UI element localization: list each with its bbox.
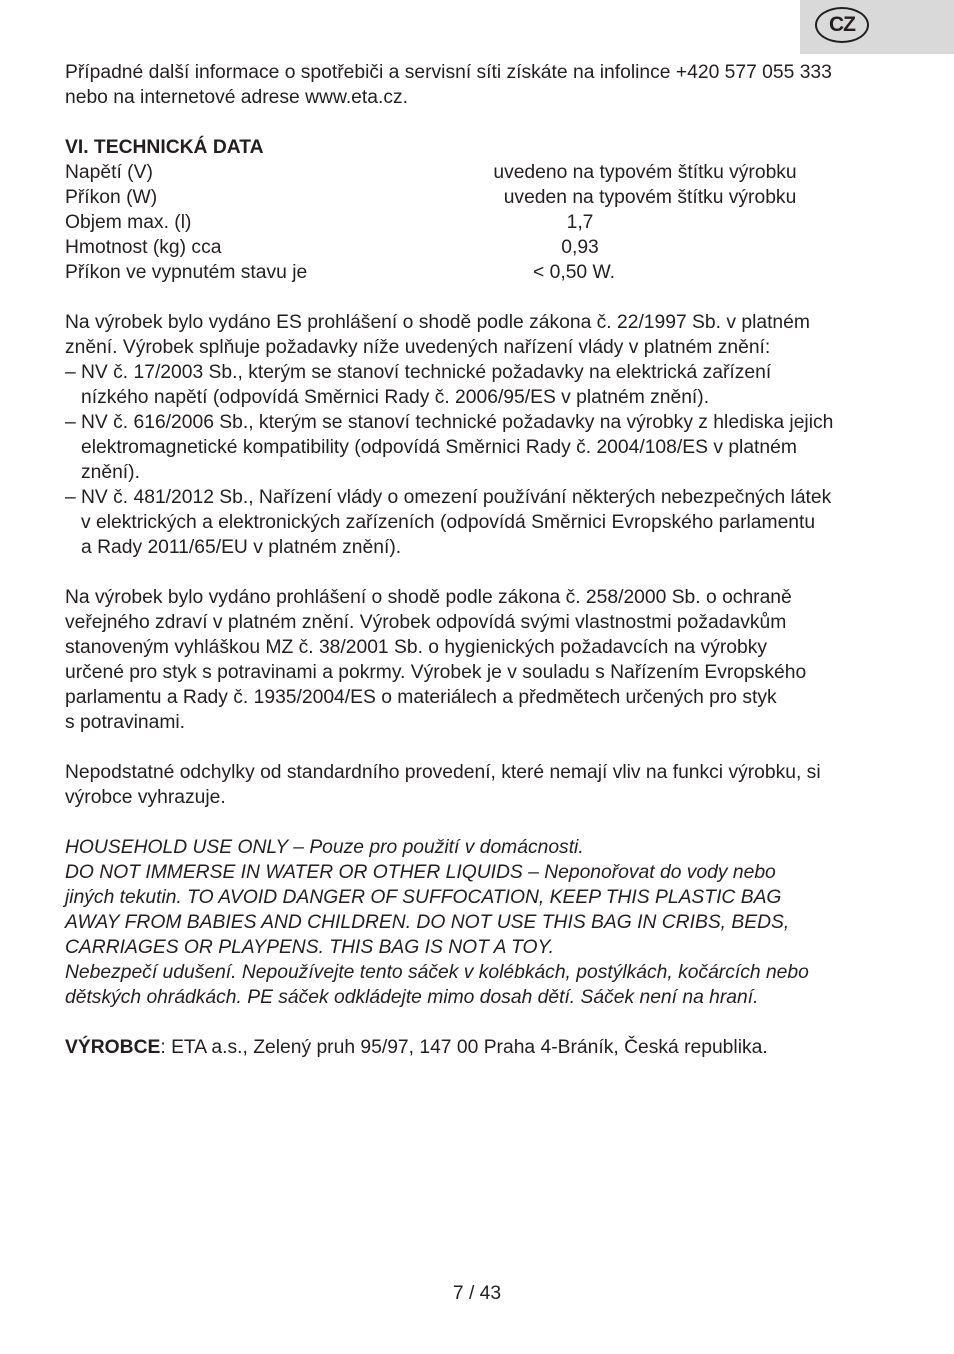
spec-value: 1,7 bbox=[566, 212, 594, 233]
list-item bbox=[65, 485, 895, 560]
manufacturer-label: VÝROBCE bbox=[65, 1037, 161, 1058]
manufacturer-line bbox=[65, 1035, 895, 1060]
text-line: a Rady 2011/65/EU v platném znění). bbox=[81, 537, 402, 558]
text-line: v elektrických a elektronických zařízeních (odpovídá Směrnici Evropského parlamentu bbox=[81, 512, 816, 533]
spec-label: Příkon ve vypnutém stavu je bbox=[65, 262, 308, 283]
text-line: parlamentu a Rady č. 1935/2004/ES o materiálech a předmětech určených pro styk bbox=[65, 687, 777, 708]
regulation-list bbox=[65, 360, 895, 560]
list-item bbox=[65, 360, 895, 410]
text-line: Nepodstatné odchylky od standardního provedení, které nemají vliv na funkci výrobku, si bbox=[65, 762, 821, 783]
spec-row bbox=[65, 260, 895, 285]
page-total: 43 bbox=[479, 1283, 502, 1304]
language-tab bbox=[800, 0, 954, 54]
page-number bbox=[0, 1281, 954, 1306]
spec-value: 0,93 bbox=[561, 237, 599, 258]
text-line: jiných tekutin. TO AVOID DANGER OF SUFFOCATION, KEEP THIS PLASTIC BAG bbox=[65, 887, 782, 908]
text-line: výrobce vyhrazuje. bbox=[65, 787, 226, 808]
health-declaration-paragraph bbox=[65, 585, 895, 735]
section-heading: VI. TECHNICKÁ DATA bbox=[65, 137, 264, 158]
intro-paragraph bbox=[65, 60, 895, 110]
spec-label: Hmotnost (kg) cca bbox=[65, 237, 222, 258]
spec-value: uveden na typovém štítku výrobku bbox=[503, 187, 797, 208]
text-line: znění). bbox=[81, 462, 140, 483]
dash-bullet: – bbox=[65, 412, 76, 433]
spec-row bbox=[65, 160, 895, 185]
spec-value: < 0,50 W. bbox=[533, 262, 615, 283]
text-line: Na výrobek bylo vydáno prohlášení o shodě podle zákona č. 258/2000 Sb. o ochraně bbox=[65, 587, 792, 608]
es-declaration-paragraph bbox=[65, 310, 895, 560]
dash-bullet: – bbox=[65, 362, 76, 383]
warnings-paragraph bbox=[65, 835, 895, 1010]
text-line: Nebezpečí udušení. Nepoužívejte tento sáček v kolébkách, postýlkách, kočárcích nebo bbox=[65, 962, 809, 983]
page-separator: / bbox=[463, 1283, 480, 1304]
spec-row bbox=[65, 185, 895, 210]
text-line: AWAY FROM BABIES AND CHILDREN. DO NOT USE THIS BAG IN CRIBS, BEDS, bbox=[65, 912, 790, 933]
dash-bullet: – bbox=[65, 487, 76, 508]
spec-label: Příkon (W) bbox=[65, 187, 158, 208]
text-line: NV č. 616/2006 Sb., kterým se stanoví technické požadavky na výrobky z hlediska jejich bbox=[81, 412, 834, 433]
deviations-paragraph bbox=[65, 760, 895, 810]
tech-data-section bbox=[65, 135, 895, 285]
text-line: CARRIAGES OR PLAYPENS. THIS BAG IS NOT A TOY. bbox=[65, 937, 554, 958]
list-item bbox=[65, 410, 895, 485]
text-line: HOUSEHOLD USE ONLY – Pouze pro použití v domácnosti. bbox=[65, 837, 584, 858]
text-line: stanoveným vyhláškou MZ č. 38/2001 Sb. o hygienických požadavcích na výrobky bbox=[65, 637, 767, 658]
spec-label: Objem max. (l) bbox=[65, 212, 192, 233]
text-line: znění. Výrobek splňuje požadavky níže uvedených nařízení vlády v platném znění: bbox=[65, 337, 771, 358]
spec-row bbox=[65, 235, 895, 260]
text-line: určené pro styk s potravinami a pokrmy. Výrobek je v souladu s Nařízením Evropského bbox=[65, 662, 807, 683]
text-line: NV č. 17/2003 Sb., kterým se stanoví technické požadavky na elektrická zařízení bbox=[81, 362, 772, 383]
text-line: Případné další informace o spotřebiči a servisní síti získáte na infolince +420 577 055 333 bbox=[65, 62, 832, 83]
text-line: dětských ohrádkách. PE sáček odkládejte mimo dosah dětí. Sáček není na hraní. bbox=[65, 987, 759, 1008]
text-line: s potravinami. bbox=[65, 712, 186, 733]
text-line: DO NOT IMMERSE IN WATER OR OTHER LIQUIDS – Neponořovat do vody nebo bbox=[65, 862, 776, 883]
document-body bbox=[65, 60, 895, 1060]
text-line: nebo na internetové adrese www.eta.cz. bbox=[65, 87, 408, 108]
text-line: NV č. 481/2012 Sb., Nařízení vlády o omezení používání některých nebezpečných látek bbox=[81, 487, 832, 508]
manufacturer-text: : ETA a.s., Zelený pruh 95/97, 147 00 Praha 4-Bráník, Česká republika. bbox=[160, 1037, 768, 1058]
language-badge: CZ bbox=[815, 7, 869, 43]
page-current: 7 bbox=[452, 1283, 464, 1304]
text-line: Na výrobek bylo vydáno ES prohlášení o shodě podle zákona č. 22/1997 Sb. v platném bbox=[65, 312, 810, 333]
spec-label: Napětí (V) bbox=[65, 162, 153, 183]
spec-value: uvedeno na typovém štítku výrobku bbox=[493, 162, 797, 183]
spec-row bbox=[65, 210, 895, 235]
text-line: veřejného zdraví v platném znění. Výrobek odpovídá svými vlastnostmi požadavkům bbox=[65, 612, 787, 633]
text-line: nízkého napětí (odpovídá Směrnici Rady č. 2006/95/ES v platném znění). bbox=[81, 387, 710, 408]
text-line: elektromagnetické kompatibility (odpovídá Směrnici Rady č. 2004/108/ES v platném bbox=[81, 437, 797, 458]
